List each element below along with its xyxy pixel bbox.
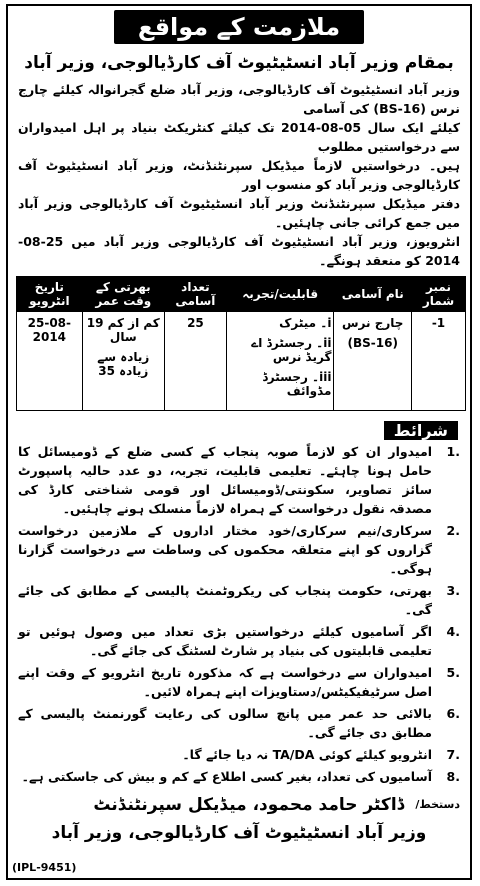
header-interview-date: تاریخ انٹرویو [17, 277, 83, 312]
qualification-item: i۔ میٹرک [279, 316, 332, 330]
signatory-name: ڈاکٹر حامد محمود، میڈیکل سپرنٹنڈنٹ [93, 794, 405, 815]
reference-code: (IPL-9451) [12, 861, 77, 874]
conditions-list [8, 442, 470, 786]
subheading: بمقام وزیر آباد انسٹیٹیوٹ آف کارڈیالوجی، وزیر آباد [24, 53, 454, 73]
intro-line: انٹرویوز، وزیر آباد انسٹیٹیوٹ آف کارڈیالوجی وزیر آباد میں 25-08-2014 کو منعقد ہونگے۔ [18, 234, 460, 268]
list-item [18, 581, 460, 619]
condition-text: بھرتی، حکومت پنجاب کی ریکروٹمنٹ پالیسی کے مطابق کی جائے گی۔ [18, 583, 432, 617]
table-row [17, 312, 466, 411]
qualification-item: ii۔ رجسٹرڈ اے گریڈ نرس [251, 336, 332, 364]
conditions-heading [8, 421, 458, 440]
list-item [18, 745, 460, 764]
header-serial: نمبر شمار [411, 277, 465, 312]
list-item [18, 622, 460, 660]
positions-table [16, 276, 466, 411]
condition-number: 2. [446, 523, 460, 538]
intro-paragraph [8, 74, 470, 270]
intro-line: دفتر میڈیکل سپرنٹنڈنٹ وزیر آباد انسٹیٹیوٹ آف کارڈیالوجی وزیر آباد میں جمع کرائی جانی چاہئیں۔ [18, 196, 460, 230]
advertisement [6, 4, 472, 880]
cell-serial: 1- [411, 312, 465, 411]
header-qualification: قابلیت/تجربہ [226, 277, 333, 312]
list-item [18, 767, 460, 786]
condition-text: امیدوار ان کو لازماً صوبہ پنجاب کے کسی ضلع کے ڈومیسائل کا حامل ہونا چاہئے۔ تعلیمی قابلیت، تجربہ، دو عدد حالیہ پاسپورٹ سائز تصاویر، سکونتی/ڈومیسائل اور قومی شناختی کارڈ کی مصدقہ نقول درخواست کے ہمراہ لازماً منسلک ہونے چاہئیں۔ [18, 444, 432, 516]
condition-text: آسامیوں کی تعداد، بغیر کسی اطلاع کے کم و بیش کی جاسکتی ہے۔ [21, 769, 432, 784]
cell-age [82, 312, 164, 411]
condition-text: سرکاری/نیم سرکاری/خود مختار اداروں کے ملازمین درخواست گزاروں کو اپنے متعلقہ محکموں کی وساطت سے درخواست گزارنا ہوگی۔ [18, 523, 432, 576]
condition-number: 3. [446, 583, 460, 598]
condition-number: 5. [446, 665, 460, 680]
cell-qualification [226, 312, 333, 411]
list-item [18, 704, 460, 742]
condition-text: امیدواران سے درخواست ہے کہ مذکورہ تاریخ انٹرویو کے وقت اپنے اصل سرٹیفیکیٹس/دستاویزات اپنے ہمراہ لائیں۔ [18, 665, 432, 699]
header-count: تعداد آسامی [164, 277, 226, 312]
conditions-title: شرائط [384, 421, 458, 440]
cell-interview-date: 25-08-2014 [17, 312, 83, 411]
signature-block [8, 794, 470, 843]
cell-count: 25 [164, 312, 226, 411]
condition-text: اگر آسامیوں کیلئے درخواستیں بڑی تعداد میں وصول ہوئیں تو تعلیمی قابلیتوں کی بنیاد پر شارٹ لسٹنگ کی جائے گی۔ [18, 624, 432, 658]
age-max: زیادہ سے زیادہ 35 [97, 350, 150, 378]
signature-label: دستخط/ [415, 798, 460, 811]
table-header-row [17, 277, 466, 312]
condition-text: بالائی حد عمر میں پانچ سالوں کی رعایت گورنمنٹ پالیسی کے مطابق دی جائے گی۔ [18, 706, 432, 740]
post-scale: (BS-16) [347, 336, 398, 350]
qualification-item: iii۔ رجسٹرڈ مڈوائف [262, 370, 332, 398]
list-item [18, 521, 460, 578]
condition-number: 6. [446, 706, 460, 721]
condition-number: 4. [446, 624, 460, 639]
header-age: بھرتی کے وقت عمر [82, 277, 164, 312]
ad-banner-title: ملازمت کے مواقع [114, 10, 364, 44]
condition-number: 1. [446, 444, 460, 459]
intro-line: ہیں۔ درخواستیں لازماً میڈیکل سپرنٹنڈنٹ، وزیر آباد انسٹیٹیوٹ آف کارڈیالوجی وزیر آباد کو منسوب اور [18, 158, 460, 192]
cell-post-name [334, 312, 412, 411]
intro-line: وزیر آباد انسٹیٹیوٹ آف کارڈیالوجی، وزیر آباد ضلع گجرانوالہ کیلئے چارج نرس (BS-16) کی آسامی [18, 82, 460, 116]
list-item [18, 442, 460, 518]
list-item [18, 663, 460, 701]
post-name: چارج نرس [342, 316, 404, 330]
header-post-name: نام آسامی [334, 277, 412, 312]
age-min: کم از کم 19 سال [86, 316, 160, 344]
signatory-address: وزیر آباد انسٹیٹیوٹ آف کارڈیالوجی، وزیر آباد [51, 822, 427, 843]
condition-number: 7. [446, 747, 460, 762]
condition-number: 8. [446, 769, 460, 784]
intro-line: کیلئے ایک سال 05-08-2014 تک کیلئے کنٹریکٹ بنیاد پر اہل امیدواران سے درخواستیں مطلوب [18, 120, 460, 154]
condition-text: انٹرویو کیلئے کوئی TA/DA نہ دیا جائے گا۔ [182, 747, 432, 762]
